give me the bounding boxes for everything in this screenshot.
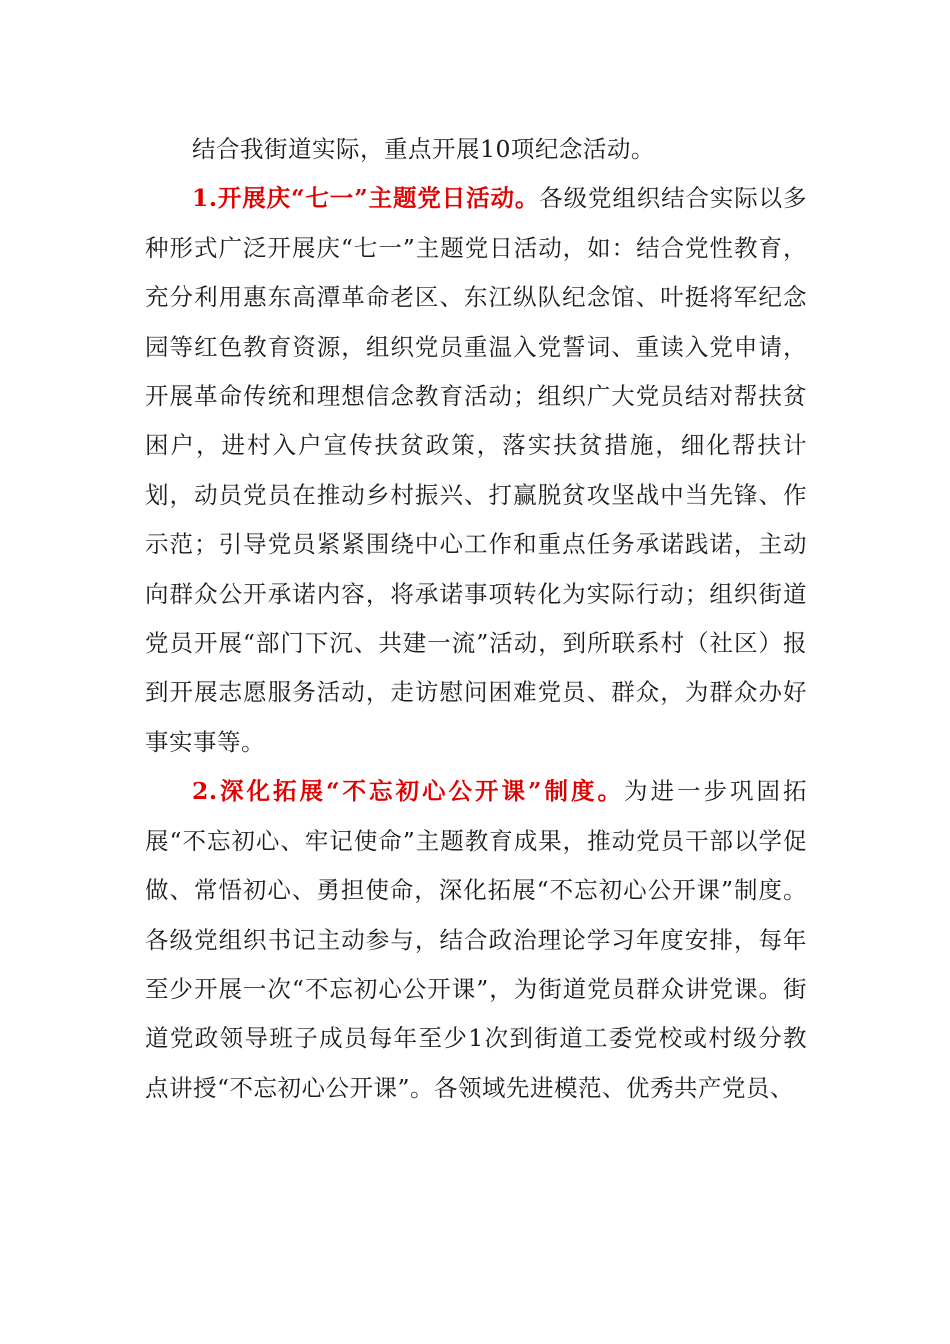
section-2-body: 为进一步巩固拓展“不忘初心、牢记使命”主题教育成果，推动党员干部以学促做、常悟初心、勇担使命，深化拓展“不忘初心公开课”制度。各级党组织书记主动参与，结合政治理论学习年度安排，每年至少开展一次“不忘初心公开课”，为街道党员群众讲党课。街道党政领导班子成员每年至少1次到街道工委党校或村级分教点讲授“不忘初心公开课”。各领域先进模范、优秀共产党员、: [145, 777, 807, 1102]
section-1-body: 各级党组织结合实际以多种形式广泛开展庆“七一”主题党日活动，如：结合党性教育，充分利用惠东高潭革命老区、东江纵队纪念馆、叶挺将军纪念园等红色教育资源，组织党员重温入党誓词、重读入党申请，开展革命传统和理想信念教育活动；组织广大党员结对帮扶贫困户，进村入户宣传扶贫政策，落实扶贫措施，细化帮扶计划，动员党员在推动乡村振兴、打赢脱贫攻坚战中当先锋、作示范；引导党员紧紧围绕中心工作和重点任务承诺践诺，主动向群众公开承诺内容，将承诺事项转化为实际行动；组织街道党员开展“部门下沉、共建一流”活动，到所联系村（社区）报到开展志愿服务活动，走访慰问困难党员、群众，为群众办好事实事等。: [145, 184, 808, 756]
section-2-heading: 2.深化拓展“不忘初心公开课”制度。: [192, 777, 625, 806]
section-2-paragraph: [145, 767, 807, 1113]
section-1-heading: 1.开展庆“七一”主题党日活动。: [192, 184, 540, 213]
document-page: [145, 125, 807, 1113]
intro-paragraph: 结合我街道实际，重点开展10项纪念活动。: [192, 135, 655, 163]
section-1-paragraph: [145, 174, 807, 767]
